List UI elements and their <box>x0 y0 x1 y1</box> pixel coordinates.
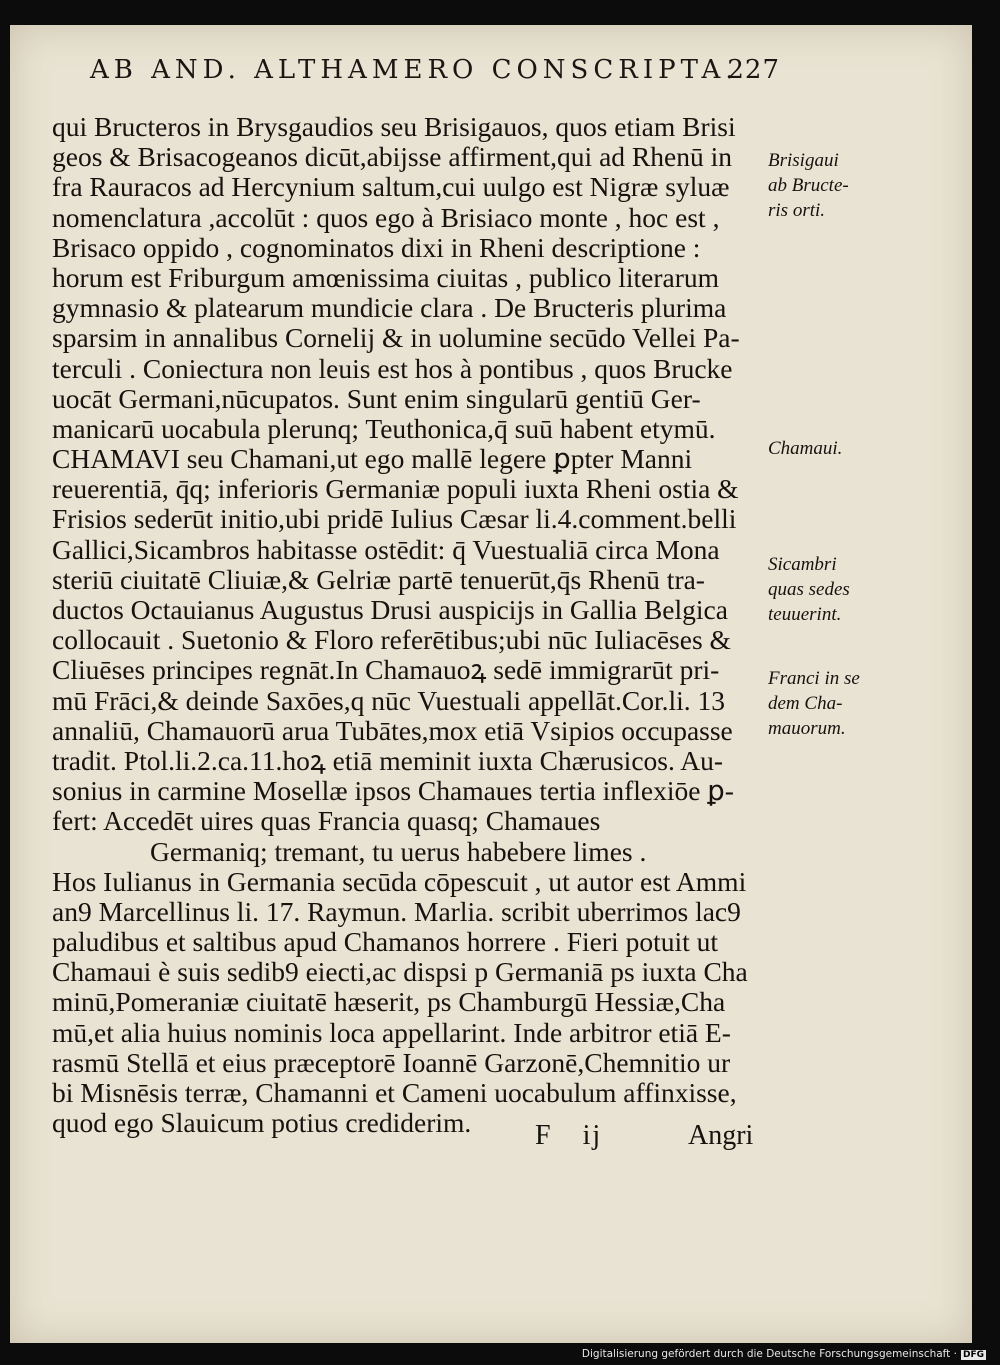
text-line: manicarū uocabula plerunq; Teuthonica,q̄ suū habent etymū. <box>52 413 716 444</box>
digitization-credit <box>582 1348 986 1360</box>
catchword: Angri <box>688 1120 754 1151</box>
margin-note-line: Franci in se <box>768 668 860 689</box>
text-line: an9 Marcellinus li. 17. Raymun. Marlia. scribit uberrimos lac9 <box>52 896 741 927</box>
text-line: Hos Iulianus in Germania secūda cōpescuit , ut autor est Ammi <box>52 866 747 897</box>
text-line: steriū ciuitatē Cliuiæ,& Gelriæ partē tenuerūt,q̄s Rhenū tra- <box>52 564 705 595</box>
text-line: Brisaco oppido , cognominatos dixi in Rheni descriptione : <box>52 232 701 263</box>
margin-note-line: Brisigaui <box>768 150 839 171</box>
signature-mark <box>535 1120 602 1152</box>
margin-note-line: quas sedes <box>768 579 850 600</box>
margin-note-line: Sicambri <box>768 554 837 575</box>
page-number: 227 <box>727 55 780 85</box>
text-line: mū,et alia huius nominis loca appellarint. Inde arbitror etiā E- <box>52 1017 731 1048</box>
margin-note-line: teuuerint. <box>768 604 842 625</box>
text-line: Gallici,Sicambros habitasse ostēdit: q̄ Vuestualiā circa Mona <box>52 534 720 565</box>
signature-number: ij <box>582 1120 603 1151</box>
text-line: uocāt Germani,nūcupatos. Sunt enim singularū gentiū Ger- <box>52 383 701 414</box>
text-line: fra Rauracos ad Hercynium saltum,cui uulgo est Nigræ syluæ <box>52 172 730 203</box>
verse-line: Germaniq; tremant, tu uerus habebere limes . <box>150 836 647 867</box>
page-header <box>90 55 780 95</box>
text-line: qui Bructeros in Brysgaudios seu Brisigauos, quos etiam Brisi <box>52 112 736 142</box>
margin-note-franci <box>768 666 860 741</box>
text-line: Frisios sederūt initio,ubi pridē Iulius Cæsar li.4.comment.belli <box>52 504 737 535</box>
text-line: Cliuēses principes regnāt.In Chamauoꝝ sedē immigrarūt pri- <box>52 655 720 686</box>
text-line: horum est Friburgum amœnissima ciuitas , publico literarum <box>52 262 720 293</box>
text-line: collocauit . Suetonio & Floro referētibus;ubi nūc Iuliacēses & <box>52 625 731 656</box>
margin-note-line: ab Bructe- <box>768 175 849 196</box>
signature-letter: F <box>535 1120 553 1151</box>
text-line: sparsim in annalibus Cornelij & in uolumine secūdo Vellei Pa- <box>52 323 740 354</box>
verse-line: fert: Accedēt uires quas Francia quasq; Chamaues <box>52 806 601 837</box>
text-line: gymnasio & platearum mundicie clara . De Bructeris plurima <box>52 293 727 324</box>
margin-note-line: mauorum. <box>768 718 846 739</box>
dfg-logo: DFG <box>962 1350 984 1360</box>
text-line: minū,Pomeraniæ ciuitatē hæserit, ps Chamburgū Hessiæ,Cha <box>52 987 726 1018</box>
text-line: ductos Octauianus Augustus Drusi auspicijs in Gallia Belgica <box>52 595 728 625</box>
page-footer <box>0 1120 960 1160</box>
margin-note-line: ris orti. <box>768 200 826 221</box>
text-line: quod ego Slauicum potius crediderim. <box>52 1108 472 1139</box>
main-text <box>52 112 772 1138</box>
text-line: reuerentiā, q̄q; inferioris Germaniæ populi iuxta Rheni ostia & <box>52 474 739 505</box>
text-line: nomenclatura ,accolūt : quos ego à Brisiaco monte , hoc est , <box>52 202 720 233</box>
text-line: rasmū Stellā et eius præceptorē Ioannē Garzonē,Chemnitio ur <box>52 1047 731 1078</box>
running-head: AB AND. ALTHAMERO CONSCRIPTA. <box>90 55 739 85</box>
text-line: annaliū, Chamauorū arua Tubātes,mox etiā Vsipios occupasse <box>52 715 733 746</box>
text-line: CHAMAVI seu Chamani,ut ego mallē legere ꝑpter Manni <box>52 444 693 475</box>
credit-text: Digitalisierung gefördert durch die Deutsche Forschungsgemeinschaft · <box>581 1348 957 1360</box>
text-line: sonius in carmine Mosellæ ipsos Chamaues tertia inflexiōe ꝑ- <box>52 776 734 807</box>
text-line: tradit. Ptol.li.2.ca.11.hoꝝ etiā meminit iuxta Chærusicos. Au- <box>52 745 723 776</box>
margin-note-sicambri <box>768 552 850 627</box>
margin-note-line: Chamaui. <box>768 438 843 459</box>
text-line: terculi . Coniectura non leuis est hos à pontibus , quos Brucke <box>52 353 733 384</box>
text-line: geos & Brisacogeanos dicūt,abijsse affirment,qui ad Rhenū in <box>52 142 732 173</box>
text-line: mū Frāci,& deinde Saxōes,q nūc Vuestuali appellāt.Cor.li. 13 <box>52 685 725 716</box>
margin-note-brisigaui <box>768 148 849 223</box>
text-line: paludibus et saltibus apud Chamanos horrere . Fieri potuit ut <box>52 927 719 958</box>
text-line: bi Misnēsis terræ, Chamanni et Cameni uocabulum affinxisse, <box>52 1078 737 1108</box>
text-line: Chamaui è suis sedib9 eiecti,ac dispsi p Germaniā ps iuxta Cha <box>52 957 748 988</box>
margin-note-line: dem Cha- <box>768 693 843 714</box>
margin-note-chamaui <box>768 436 842 461</box>
